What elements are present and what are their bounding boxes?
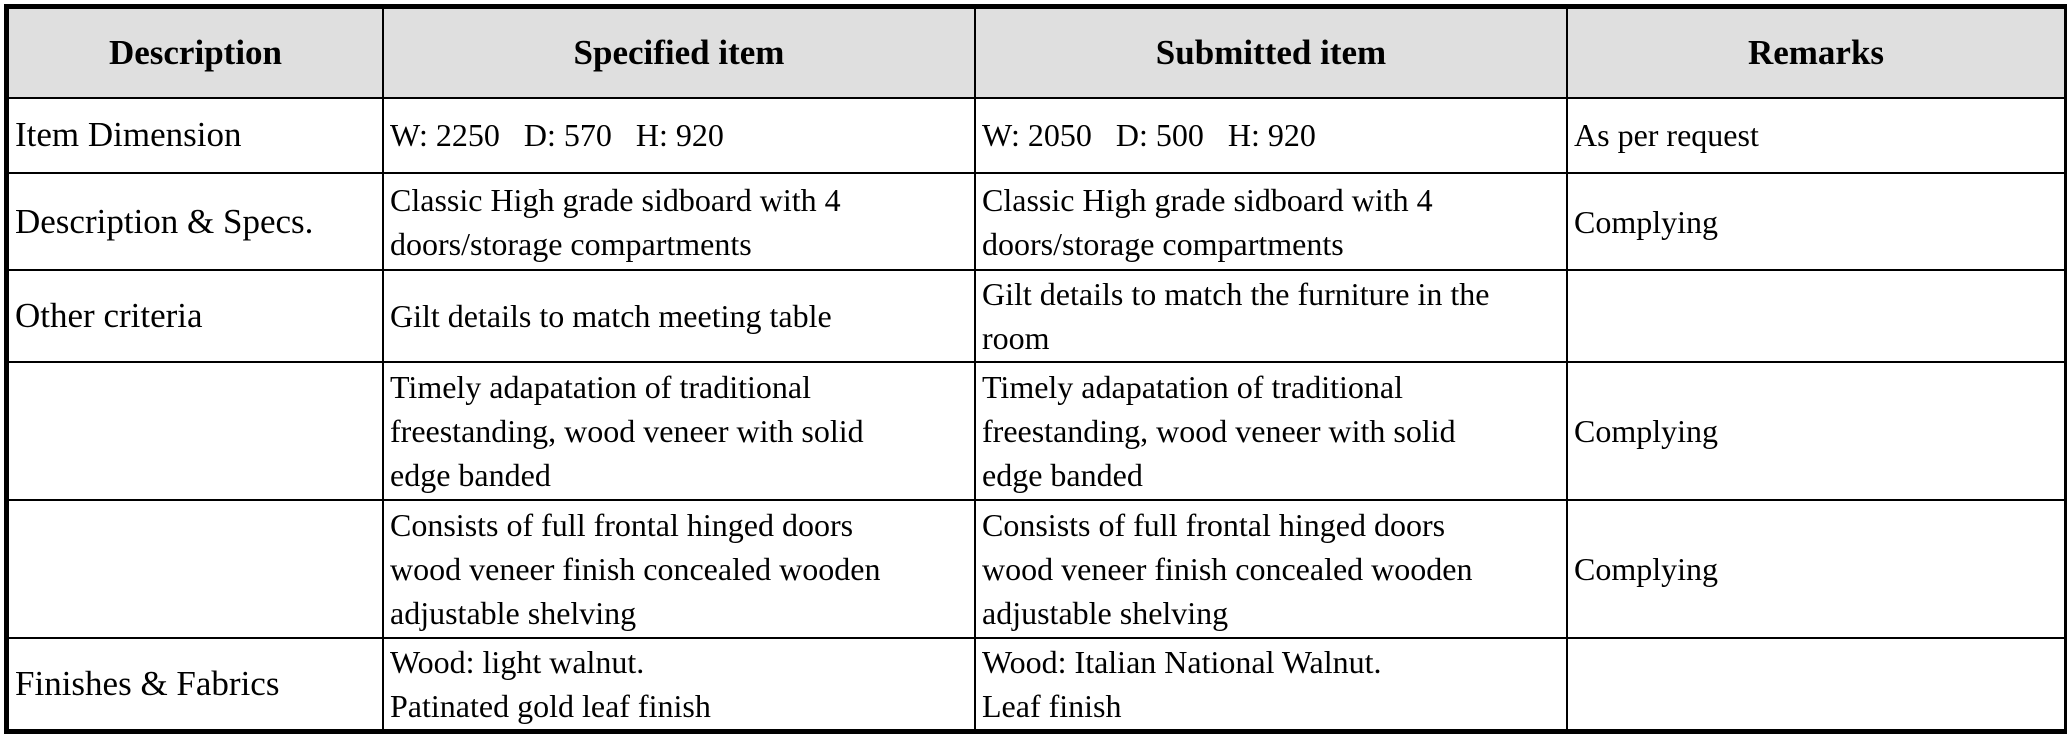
table-row <box>8 270 2065 362</box>
cell-remarks <box>1567 638 2065 730</box>
header-description: Description <box>8 8 383 98</box>
table-row <box>8 500 2065 638</box>
cell-text-line: Gilt details to match meeting table <box>390 298 832 335</box>
header-row <box>8 8 2065 98</box>
cell-text-line: Consists of full frontal hinged doors <box>982 506 1446 543</box>
cell-text-line: wood veneer finish concealed wooden <box>390 550 881 587</box>
cell-text-line: freestanding, wood veneer with solid <box>390 413 864 450</box>
cell-text-line: Wood: Italian National Walnut. <box>982 643 1382 680</box>
table-row <box>8 98 2065 173</box>
table-row <box>8 173 2065 270</box>
cell-text-line: Consists of full frontal hinged doors <box>390 506 854 543</box>
cell-text-line: freestanding, wood veneer with solid <box>982 413 1456 450</box>
table-row <box>8 362 2065 500</box>
cell-text-line: Patinated gold leaf finish <box>390 687 711 724</box>
header-submitted-item: Submitted item <box>975 8 1567 98</box>
cell-description: Finishes & Fabrics <box>8 638 383 730</box>
cell-description: Description & Specs. <box>8 173 383 270</box>
cell-remarks: As per request <box>1567 98 2065 173</box>
cell-remarks: Complying <box>1567 173 2065 270</box>
cell-text-line: Timely adapatation of traditional <box>390 369 811 406</box>
cell-text-line: Leaf finish <box>982 687 1122 724</box>
cell-text-line: W: 2050 D: 500 H: 920 <box>982 117 1316 154</box>
cell-specified <box>383 270 975 362</box>
cell-text-line: Classic High grade sidboard with 4 <box>390 181 841 218</box>
header-specified-item: Specified item <box>383 8 975 98</box>
cell-submitted <box>975 500 1567 638</box>
cell-specified <box>383 173 975 270</box>
cell-specified <box>383 98 975 173</box>
cell-description <box>8 500 383 638</box>
cell-submitted <box>975 270 1567 362</box>
cell-remarks <box>1567 270 2065 362</box>
cell-text-line: adjustable shelving <box>390 594 637 631</box>
cell-text-line: room <box>982 320 1050 357</box>
cell-text-line: edge banded <box>982 457 1143 494</box>
cell-text-line: W: 2250 D: 570 H: 920 <box>390 117 724 154</box>
cell-submitted <box>975 362 1567 500</box>
cell-submitted <box>975 638 1567 730</box>
cell-specified <box>383 500 975 638</box>
header-remarks: Remarks <box>1567 8 2065 98</box>
cell-description <box>8 362 383 500</box>
cell-submitted <box>975 173 1567 270</box>
cell-remarks: Complying <box>1567 362 2065 500</box>
cell-text-line: Timely adapatation of traditional <box>982 369 1403 406</box>
cell-text-line: Gilt details to match the furniture in the <box>982 276 1490 313</box>
table-row <box>8 638 2065 730</box>
cell-description: Item Dimension <box>8 98 383 173</box>
cell-text-line: Wood: light walnut. <box>390 643 645 680</box>
cell-remarks: Complying <box>1567 500 2065 638</box>
cell-specified <box>383 638 975 730</box>
cell-text-line: doors/storage compartments <box>390 225 752 262</box>
comparison-sheet <box>4 4 2067 734</box>
cell-text-line: Classic High grade sidboard with 4 <box>982 181 1433 218</box>
cell-text-line: doors/storage compartments <box>982 225 1344 262</box>
cell-description: Other criteria <box>8 270 383 362</box>
cell-text-line: adjustable shelving <box>982 594 1229 631</box>
cell-submitted <box>975 98 1567 173</box>
cell-text-line: wood veneer finish concealed wooden <box>982 550 1473 587</box>
cell-text-line: edge banded <box>390 457 551 494</box>
compliance-table <box>7 7 2066 731</box>
cell-specified <box>383 362 975 500</box>
